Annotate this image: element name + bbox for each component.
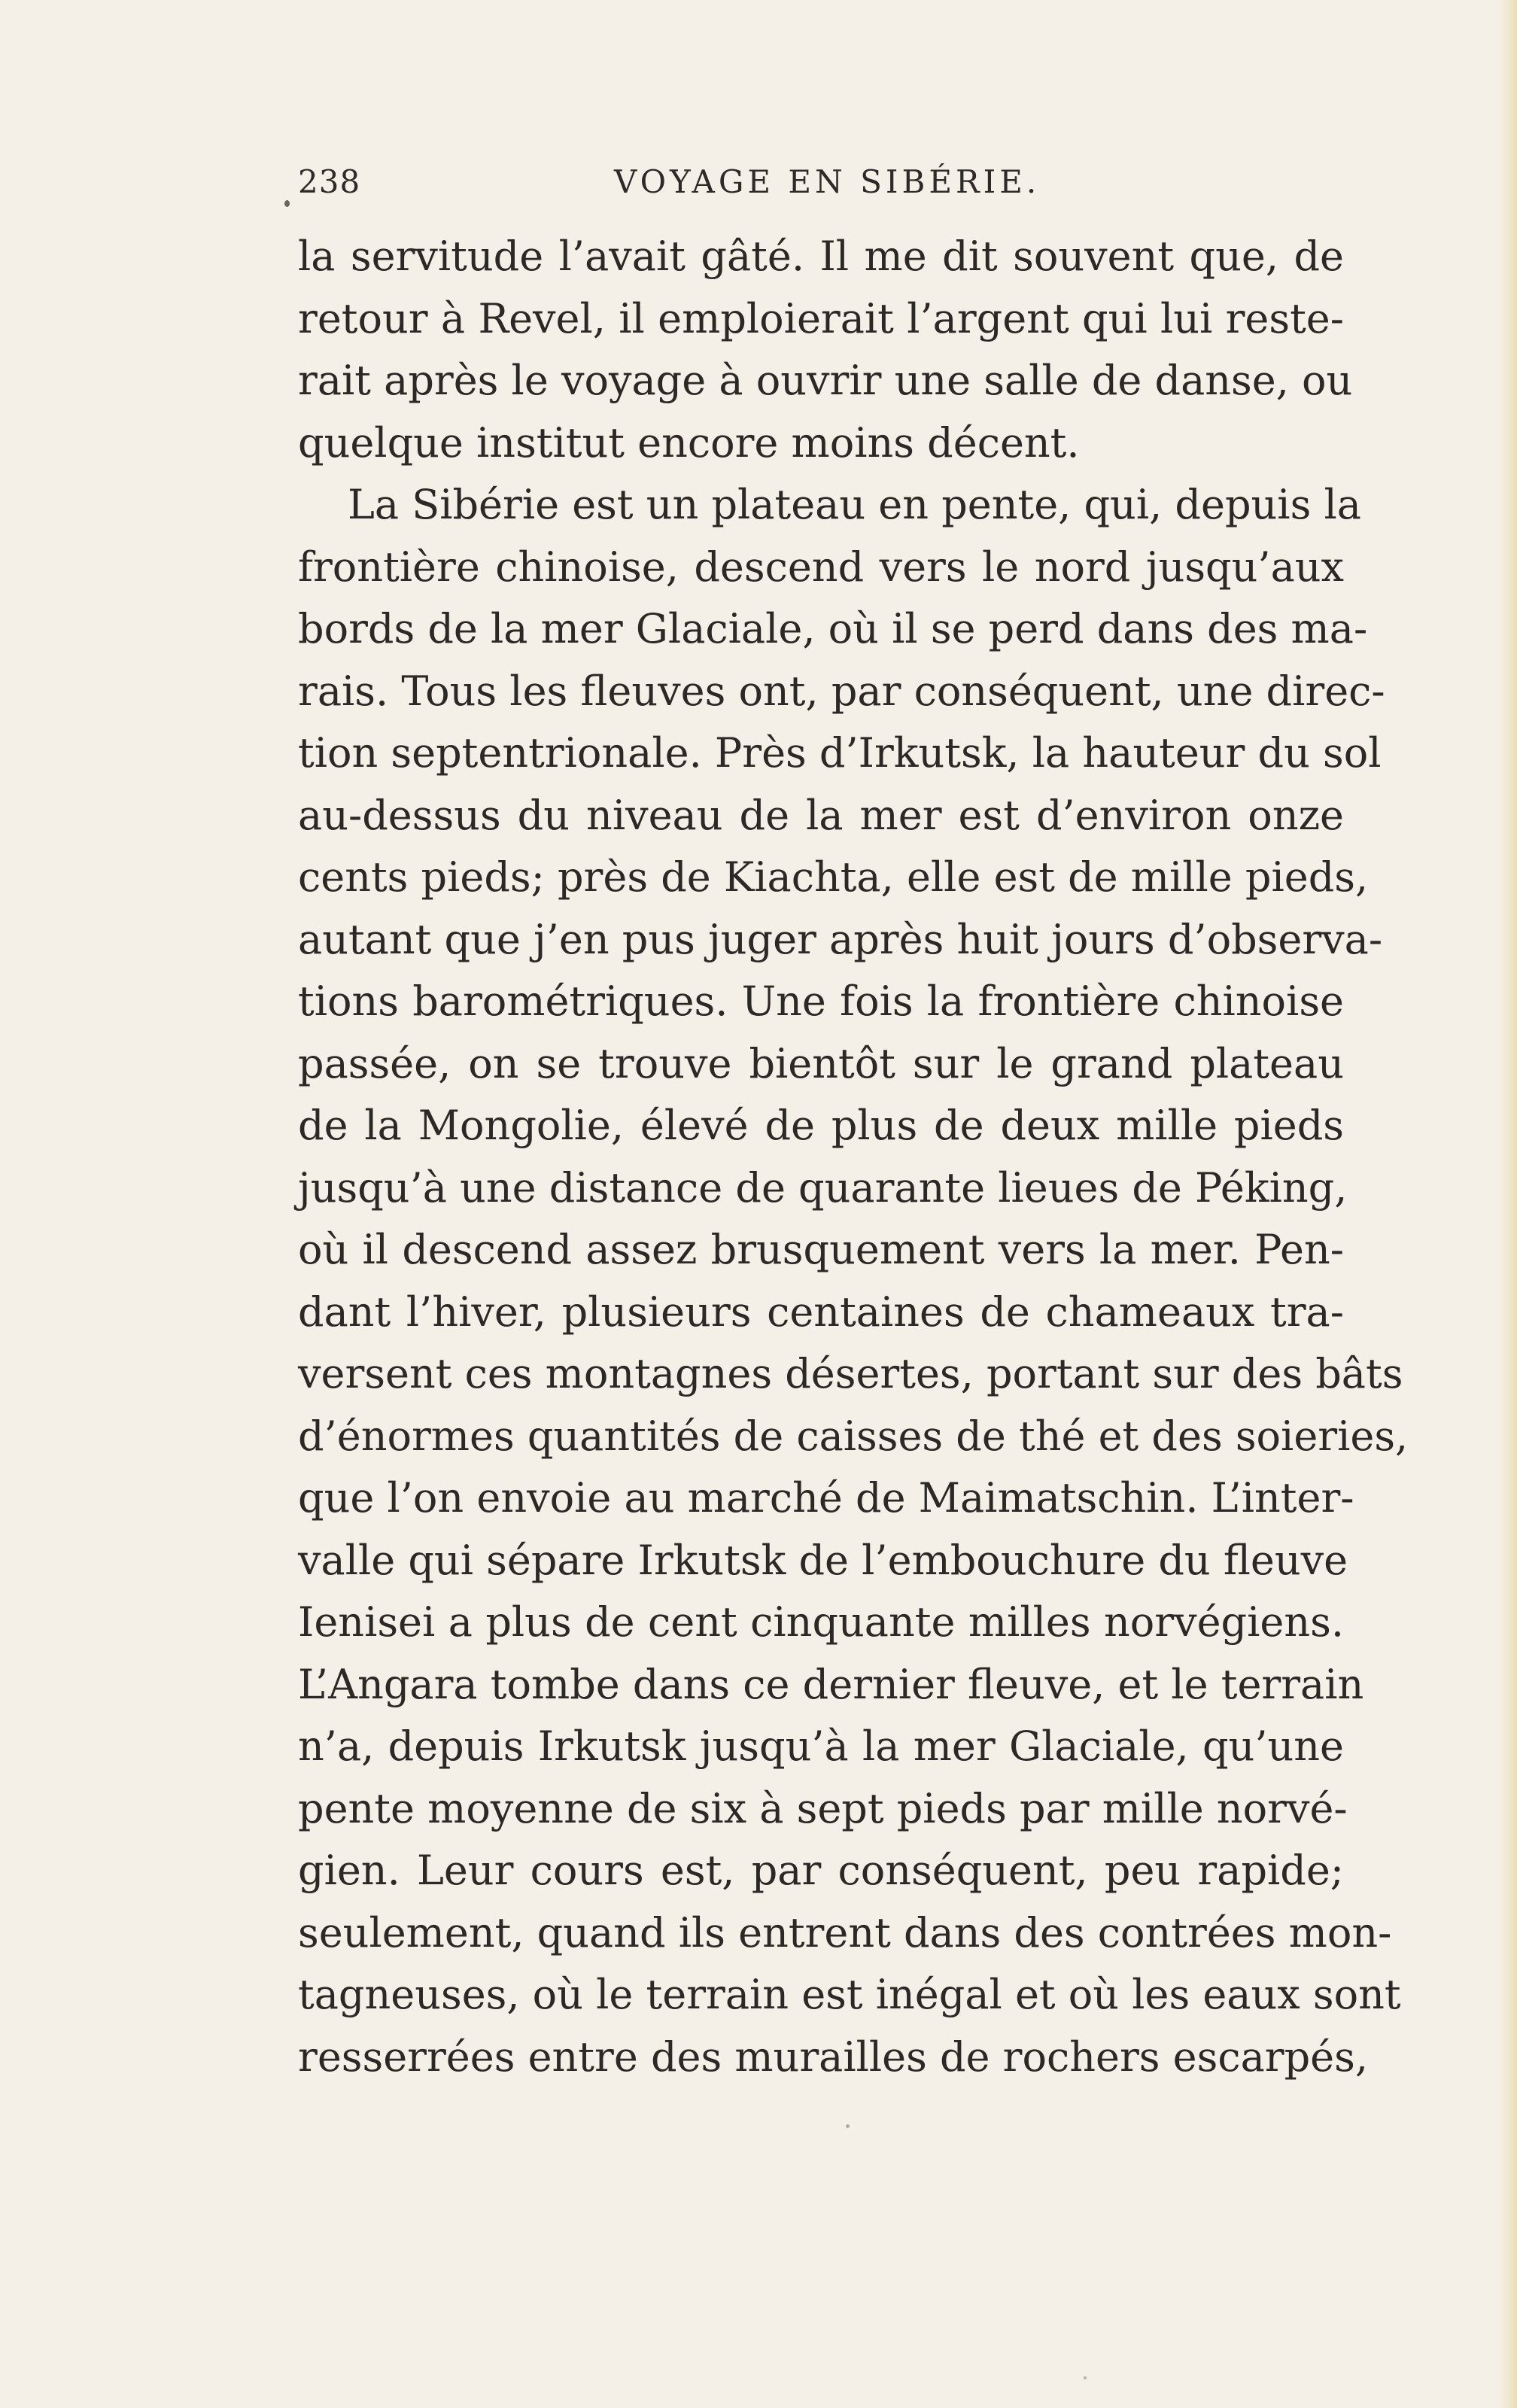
text-line: que l’on envoie au marché de Maimatschin. L’inter-: [298, 1474, 1354, 1522]
text-line: rais. Tous les fleuves ont, par conséquent, une direc-: [298, 667, 1385, 715]
text-line: gien. Leur cours est, par conséquent, peu rapide;: [298, 1847, 1344, 1894]
text-line: retour à Revel, il emploierait l’argent qui lui reste-: [298, 294, 1344, 342]
text-line: L’Angara tombe dans ce dernier fleuve, et le terrain: [298, 1660, 1364, 1708]
text-line: n’a, depuis Irkutsk jusqu’à la mer Glaciale, qu’une: [298, 1722, 1344, 1770]
print-speck: [846, 2124, 850, 2128]
text-line: resserrées entre des murailles de rochers escarpés,: [298, 2033, 1368, 2081]
text-line: Ienisei a plus de cent cinquante milles norvégiens.: [298, 1598, 1344, 1646]
text-line: cents pieds; près de Kiachta, elle est de mille pieds,: [298, 853, 1369, 901]
text-line: quelque institut encore moins décent.: [298, 418, 1080, 467]
page-number: 238: [298, 163, 361, 200]
text-line: seulement, quand ils entrent dans des contrées mon-: [298, 1908, 1392, 1956]
text-line: bords de la mer Glaciale, où il se perd dans des ma-: [298, 605, 1368, 652]
text-line: tion septentrionale. Près d’Irkutsk, la hauteur du sol: [298, 729, 1382, 777]
text-line: versent ces montagnes désertes, portant sur des bâts: [298, 1350, 1403, 1397]
text-line: tions barométriques. Une fois la frontière chinoise: [298, 977, 1344, 1025]
text-line: tagneuses, où le terrain est inégal et où les eaux sont: [298, 1971, 1401, 2018]
print-speck: [284, 200, 290, 207]
text-line: de la Mongolie, élevé de plus de deux mille pieds: [298, 1102, 1344, 1149]
page-edge: [1497, 0, 1517, 2408]
text-line: jusqu’à une distance de quarante lieues de Péking,: [298, 1163, 1348, 1212]
text-line: la servitude l’avait gâté. Il me dit souvent que, de: [298, 233, 1344, 280]
print-speck: [1084, 2376, 1087, 2379]
text-line: où il descend assez brusquement vers la mer. Pen-: [298, 1226, 1344, 1273]
text-line: passée, on se trouve bientôt sur le grand plateau: [298, 1039, 1344, 1087]
text-line: dant l’hiver, plusieurs centaines de chameaux tra-: [298, 1288, 1344, 1336]
running-title: VOYAGE EN SIBÉRIE.: [614, 163, 1041, 200]
text-line: pente moyenne de six à sept pieds par mille norvé-: [298, 1784, 1348, 1832]
paragraph-start-line: La Sibérie est un plateau en pente, qui, depuis la: [348, 481, 1361, 528]
text-line: valle qui sépare Irkutsk de l’embouchure du fleuve: [298, 1536, 1348, 1584]
text-line: au-dessus du niveau de la mer est d’environ onze: [298, 791, 1344, 839]
running-head: [298, 160, 1336, 205]
text-line: frontière chinoise, descend vers le nord jusqu’aux: [298, 543, 1344, 591]
text-line: autant que j’en pus juger après huit jours d’observa-: [298, 915, 1383, 963]
text-line: d’énormes quantités de caisses de thé et des soieries,: [298, 1412, 1409, 1460]
text-line: rait après le voyage à ouvrir une salle de danse, ou: [298, 357, 1353, 404]
body-text: [298, 226, 1409, 2088]
